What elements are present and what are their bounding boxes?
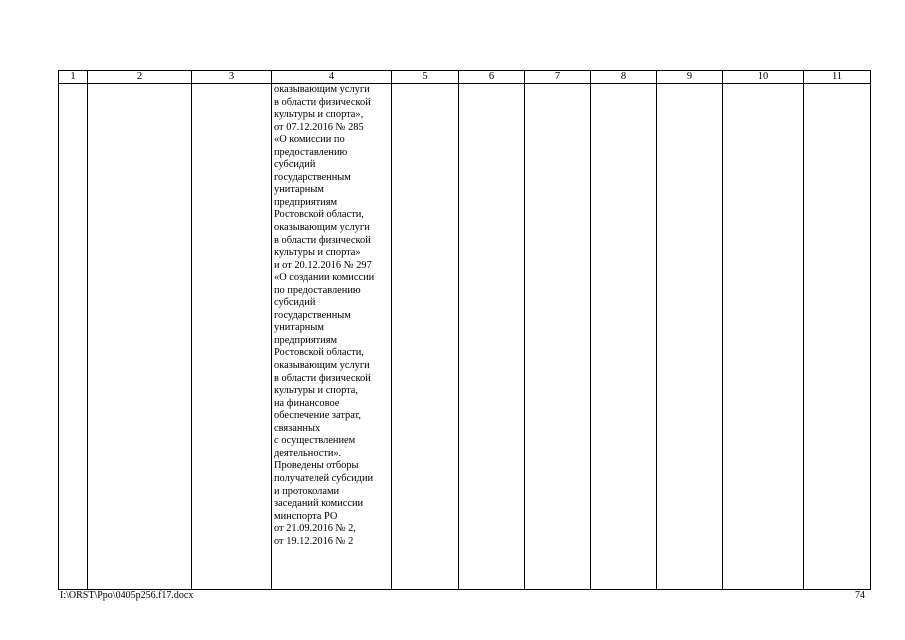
- column-header-3: 3: [192, 71, 272, 84]
- column-4-line: обеспечение затрат,: [274, 410, 361, 422]
- table-cell-col5: [392, 84, 459, 590]
- column-4-line: оказывающим услуги: [274, 84, 370, 95]
- column-4-line: в области физической: [274, 96, 371, 108]
- table-cell-col6: [459, 84, 525, 590]
- table-cell-col3: [192, 84, 272, 590]
- column-4-line: предприятиям: [274, 196, 338, 208]
- column-4-line: получателей субсидии: [274, 472, 374, 484]
- column-4-line: в области физической: [274, 372, 371, 384]
- column-4-line: деятельности».: [274, 447, 342, 459]
- column-4-line: культуры и спорта»: [274, 247, 361, 259]
- data-table: [58, 70, 871, 590]
- column-4-line: от 07.12.2016 № 285: [274, 121, 364, 133]
- column-header-10: 10: [723, 71, 804, 84]
- column-4-line: Ростовской области,: [274, 209, 364, 221]
- table-cell-col8: [591, 84, 657, 590]
- column-header-7: 7: [525, 71, 591, 84]
- column-4-line: и протоколами: [274, 485, 340, 497]
- column-4-line: государственным: [274, 171, 351, 183]
- column-4-line: Ростовской области,: [274, 347, 364, 359]
- column-4-line: «О комиссии по: [274, 134, 345, 146]
- column-4-line: в области физической: [274, 234, 371, 246]
- footer-page-number: 74: [855, 590, 865, 601]
- column-4-line: культуры и спорта,: [274, 385, 359, 397]
- column-header-8: 8: [591, 71, 657, 84]
- column-4-line: оказывающим услуги: [274, 222, 370, 234]
- table-row: [59, 84, 871, 590]
- column-4-line: культуры и спорта»,: [274, 109, 364, 121]
- table-cell-col11: [804, 84, 871, 590]
- column-4-line: государственным: [274, 309, 351, 321]
- column-4-line: связанных: [274, 422, 321, 434]
- column-4-line: и от 20.12.2016 № 297: [274, 259, 372, 271]
- table-cell-col1: [59, 84, 88, 590]
- table-cell-col4: [272, 84, 392, 590]
- column-4-line: с осуществлением: [274, 435, 356, 447]
- header-row: [59, 71, 871, 84]
- column-4-line: оказывающим услуги: [274, 360, 370, 372]
- column-4-line: предприятиям: [274, 334, 338, 346]
- column-header-5: 5: [392, 71, 459, 84]
- column-4-line: субсидий: [274, 297, 316, 309]
- column-4-line: унитарным: [274, 184, 324, 196]
- column-4-line: Проведены отборы: [274, 460, 359, 472]
- column-4-text: [272, 84, 391, 548]
- column-header-9: 9: [657, 71, 723, 84]
- column-4-line: на финансовое: [274, 397, 340, 409]
- table-cell-col9: [657, 84, 723, 590]
- column-header-6: 6: [459, 71, 525, 84]
- column-4-line: минспорта РО: [274, 510, 338, 522]
- column-header-2: 2: [88, 71, 192, 84]
- column-4-line: от 19.12.2016 № 2: [274, 535, 354, 547]
- table-cell-col7: [525, 84, 591, 590]
- footer-file-path: I:\ORST\Ppo\0405p256.f17.docx: [60, 590, 194, 601]
- column-header-4: 4: [272, 71, 392, 84]
- column-header-11: 11: [804, 71, 871, 84]
- table-cell-col10: [723, 84, 804, 590]
- table-cell-col2: [88, 84, 192, 590]
- column-4-line: «О создании комиссии: [274, 272, 375, 284]
- column-4-line: по предоставлению: [274, 284, 361, 296]
- column-4-line: от 21.09.2016 № 2,: [274, 523, 356, 535]
- column-4-line: субсидий: [274, 159, 316, 171]
- column-header-1: 1: [59, 71, 88, 84]
- column-4-line: предоставлению: [274, 146, 348, 158]
- column-4-line: унитарным: [274, 322, 324, 334]
- column-4-line: заседаний комиссии: [274, 498, 364, 510]
